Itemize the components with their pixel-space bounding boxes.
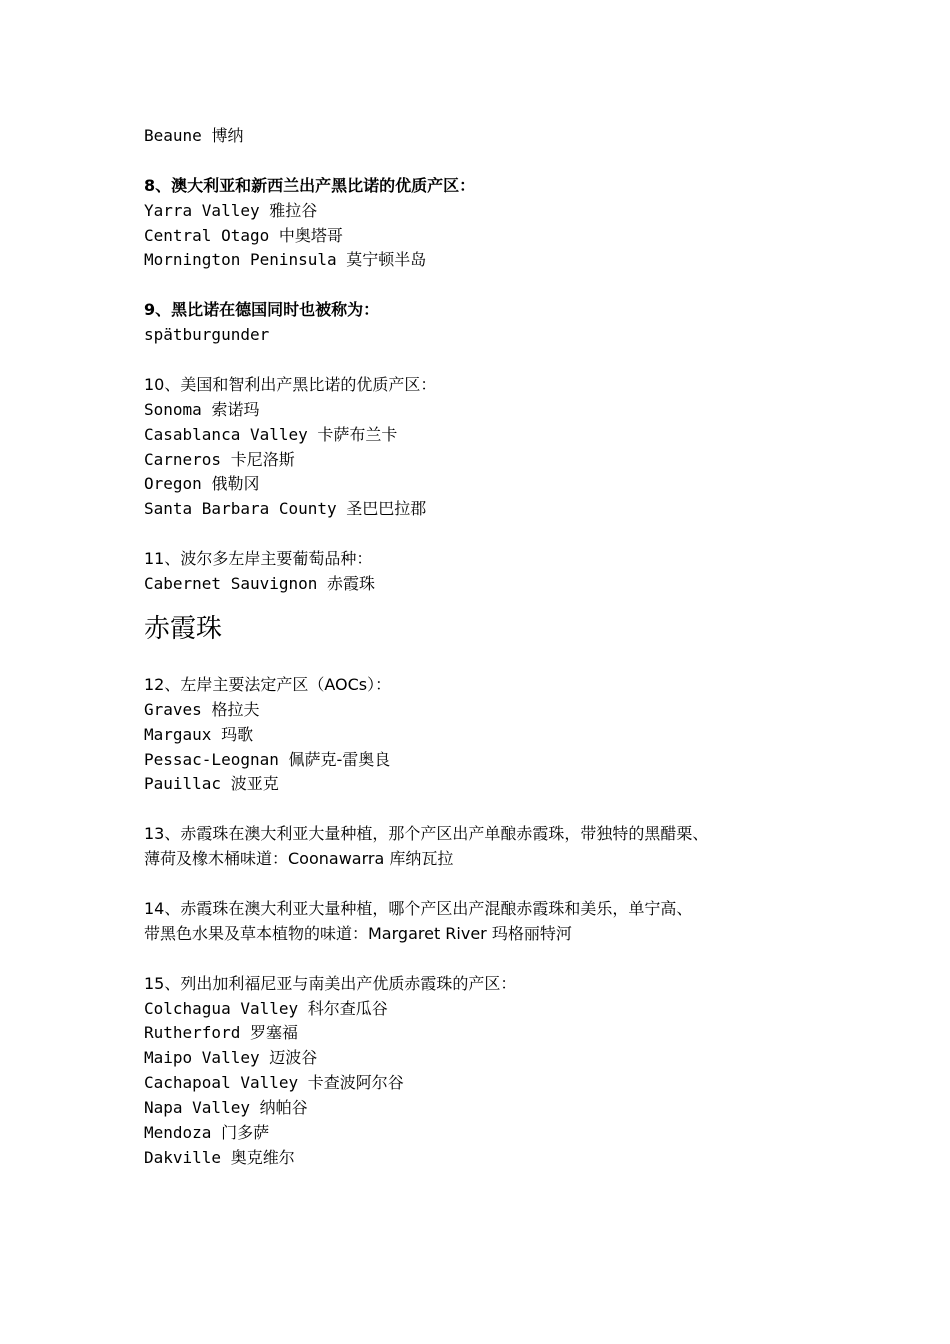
question-12: 12、左岸主要法定产区（AOCs）： (144, 674, 392, 694)
list-item: Mornington Peninsula 莫宁顿半岛 (144, 250, 427, 270)
question-11: 11、波尔多左岸主要葡萄品种： (144, 549, 373, 569)
document-page (144, 124, 844, 1171)
list-item: Cachapoal Valley 卡查波阿尔谷 (144, 1073, 404, 1093)
list-item: Maipo Valley 迈波谷 (144, 1048, 318, 1068)
list-item: Mendoza 门多萨 (144, 1122, 270, 1142)
question-10: 10、美国和智利出产黑比诺的优质产区： (144, 374, 437, 394)
list-item: Napa Valley 纳帕谷 (144, 1098, 308, 1118)
list-item: Yarra Valley 雅拉谷 (144, 200, 318, 220)
question-9: 9、黑比诺在德国同时也被称为： (144, 300, 380, 320)
list-item: Sonoma 索诺玛 (144, 399, 260, 419)
list-item: Cabernet Sauvignon 赤霞珠 (144, 574, 376, 594)
question-15: 15、列出加利福尼亚与南美出产优质赤霞珠的产区： (144, 973, 517, 993)
list-item: Carneros 卡尼洛斯 (144, 449, 295, 469)
list-item: Santa Barbara County 圣巴巴拉郡 (144, 499, 427, 519)
list-item: Casablanca Valley 卡萨布兰卡 (144, 424, 398, 444)
question-8: 8、澳大利亚和新西兰出产黑比诺的优质产区： (144, 175, 476, 195)
list-item: Central Otago 中奥塔哥 (144, 225, 343, 245)
list-item: Colchagua Valley 科尔查瓜谷 (144, 998, 388, 1018)
list-item: Rutherford 罗塞福 (144, 1023, 298, 1043)
list-item: Margaux 玛歌 (144, 724, 254, 744)
question-14-line-1: 14、赤霞珠在澳大利亚大量种植，哪个产区出产混酿赤霞珠和美乐，单宁高、 (144, 898, 693, 918)
list-item: Oregon 俄勒冈 (144, 474, 260, 494)
list-item: Pauillac 波亚克 (144, 774, 279, 794)
list-item: Graves 格拉夫 (144, 699, 260, 719)
list-item: Pessac-Leognan 佩萨克-雷奥良 (144, 749, 391, 769)
list-item: spätburgunder (144, 325, 270, 345)
section-heading: 赤霞珠 (144, 613, 223, 644)
list-item: Beaune 博纳 (144, 126, 244, 145)
question-13-line-2: 薄荷及橡木桶味道：Coonawarra 库纳瓦拉 (144, 849, 454, 869)
list-item: Dakville 奥克维尔 (144, 1147, 295, 1167)
question-14-line-2: 带黑色水果及草本植物的味道：Margaret River 玛格丽特河 (144, 923, 572, 943)
question-13-line-1: 13、赤霞珠在澳大利亚大量种植，那个产区出产单酿赤霞珠，带独特的黑醋栗、 (144, 824, 709, 844)
